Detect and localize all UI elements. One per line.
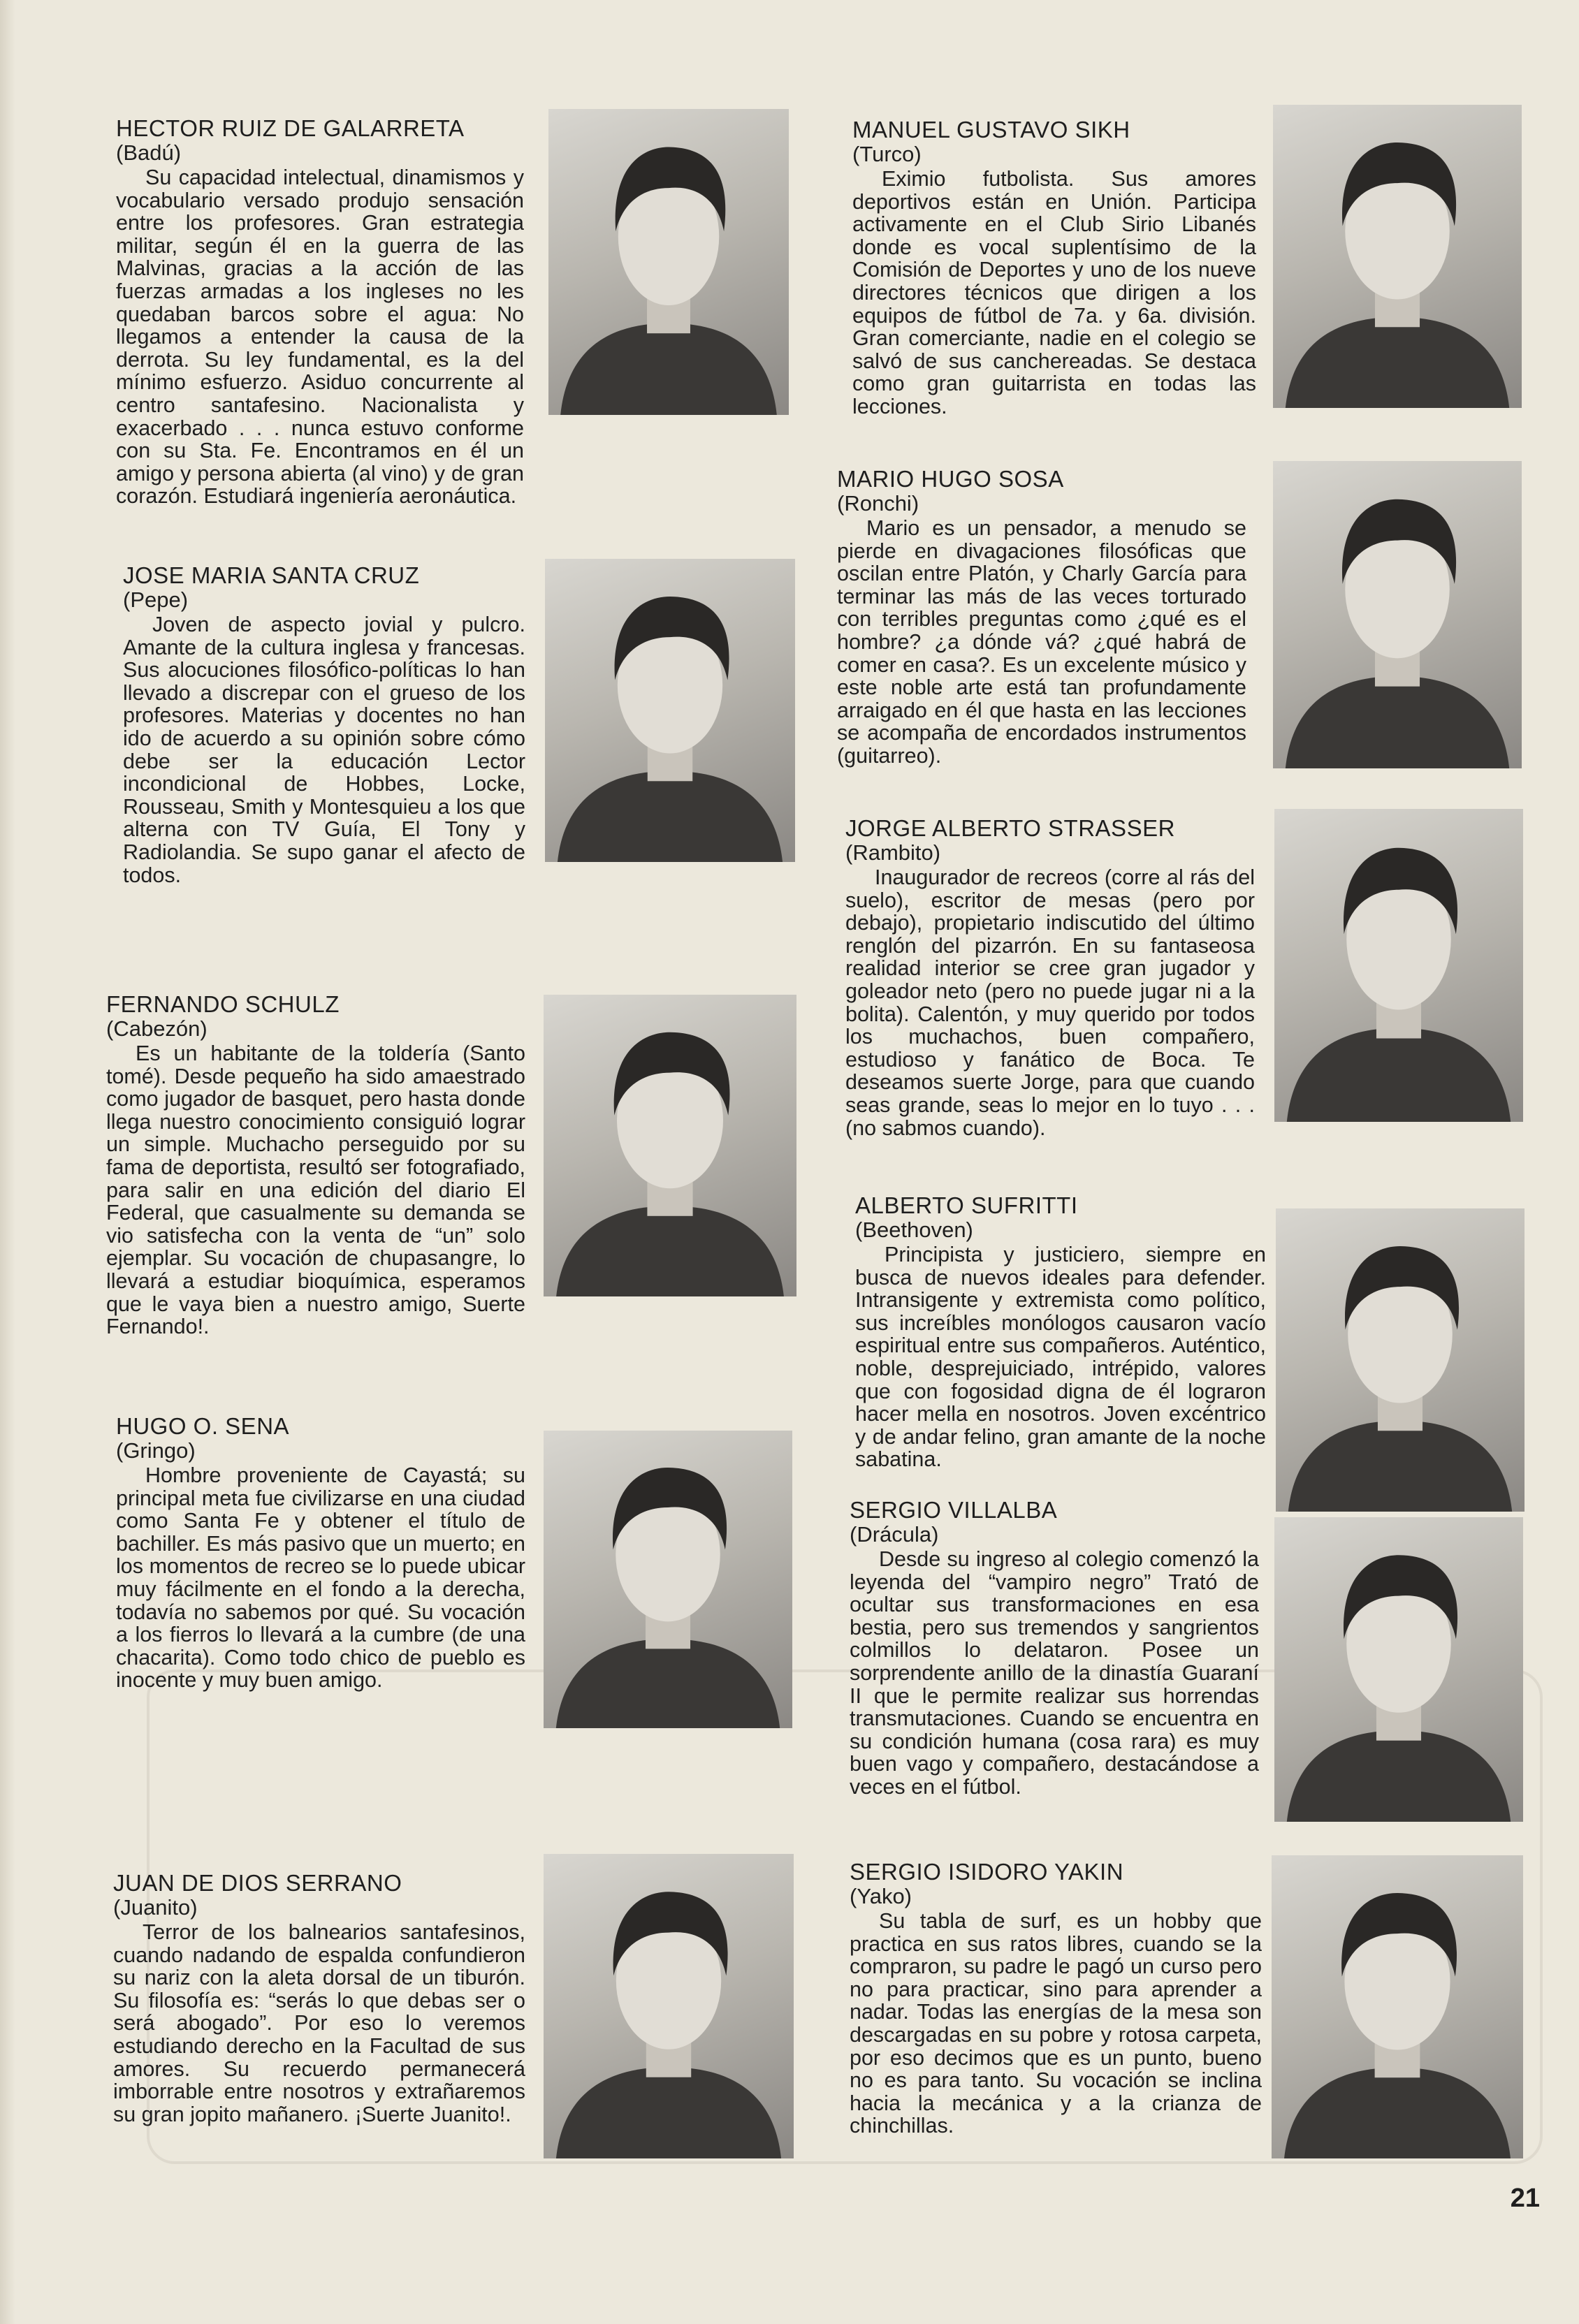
student-photo-santa-cruz [545,559,795,862]
student-bio: Terror de los balnearios santafesinos, cuando nadando de espalda confundieron su nariz con la aleta dorsal de un tiburón. Su filosofía es: “serás lo que debas ser o será abogado”. Por eso lo veremos estudiando derecho en la Facultad de sus amores. Su recuerdo permanecerá imborrable entre nosotros y extrañaremos su gran jopito mañanero. ¡Suerte Juanito!. [113,1920,525,2126]
student-photo-sufritti [1276,1208,1525,1512]
student-bio: Inaugurador de recreos (corre al rás del suelo), escritor de mesas (pero por debajo), propietario indiscutido del último renglón del pizarrón. En su fantaseosa realidad interior se cree gran jugador y goleador neto (pero no puede jugar ni a la bolita). Calentón, y muy querido por todos los muchachos, buen compañero, estudioso y fanático de Boca. Te deseamos suerte Jorge, para que cuando seas grande, seas lo mejor en lo tuyo . . . (no sabmos cuando). [845,865,1255,1140]
student-photo-galarreta [548,109,789,415]
student-name: MANUEL GUSTAVO SIKH [852,117,1130,142]
portrait-shoulders [1287,1028,1511,1122]
student-name: JORGE ALBERTO STRASSER [845,815,1175,841]
student-name: FERNANDO SCHULZ [106,991,340,1017]
student-name: MARIO HUGO SOSA [837,466,1064,492]
student-name: SERGIO VILLALBA [850,1497,1058,1523]
student-bio: Joven de aspecto jovial y pulcro. Amante de la cultura inglesa y francesas. Sus alocuciones filosófico-políticas lo han llevado a discrepar con el grueso de los profesores. Materias y docentes no han ido de acuerdo a su opinión sobre cómo debe ser la educación Lector incondicional de Hobbes, Locke, Rousseau, Smith y Montesquieu a los que alterna con TV Guía, El Tony y Radiolandia. Se supo ganar el afecto de todos. [123,613,525,887]
student-bio: Eximio futbolista. Sus amores deportivos están en Unión. Participa activamente en el Club Sirio Libanés donde es vocal suplentísimo de la Comisión de Deportes y uno de los nueve directores técnicos que dirigen a los equipos de fútbol de 7a. y 6a. división. Gran comerciante, nadie en el colegio se salvó de sus canchereadas. Se destaca como gran guitarrista en todas las lecciones. [852,167,1256,418]
page-number: 21 [1510,2184,1540,2213]
student-name: JUAN DE DIOS SERRANO [113,1870,402,1896]
student-entry-santa-cruz [123,563,525,886]
student-nickname: (Juanito) [113,1895,198,1920]
student-entry-sufritti [855,1193,1266,1471]
student-nickname: (Pepe) [123,587,189,612]
student-nickname: (Rambito) [845,840,941,865]
portrait-shoulders [556,1206,784,1296]
portrait-silhouette [1274,809,1523,1122]
student-entry-sikh [852,117,1256,418]
student-entry-sosa [837,467,1246,768]
student-nickname: (Turco) [852,142,922,166]
student-entry-villalba [850,1498,1259,1799]
student-nickname: (Cabezón) [106,1016,208,1041]
portrait-shoulders [1288,1421,1512,1512]
portrait-shoulders [556,1639,780,1728]
student-entry-serrano [113,1871,525,2126]
student-bio: Su capacidad intelectual, dinamismos y vocabulario versado produjo sensación entre los profesores. Gran estrategia militar, según él en la guerra de las Malvinas, gracias a la acción de las fuerzas armadas a los ingleses no les quedaban barcos sobre el agua: No llegamos a entender la causa de la derrota. Su ley fundamental, es la del mínimo esfuerzo. Asiduo concurrente al centro santafesino. Nacionalista y exacerbado . . . nunca estuvo conforme con su Sta. Fe. Encontramos en él un amigo y persona abierta (al vino) y de gran corazón. Estudiará ingeniería aeronáutica. [116,166,524,509]
student-entry-sena [116,1414,525,1692]
student-name: SERGIO ISIDORO YAKIN [850,1859,1124,1885]
student-bio: Hombre proveniente de Cayastá; su principal meta fue civilizarse en una ciudad como Santa Fe y obtener el título de bachiller. Es más pasivo que un muerto; en los momentos de recreo se lo puede ubicar muy fácilmente en el fondo a la derecha, todavía no sabemos por qué. Su vocación a los fierros lo llevará a la cumbre (de una chacarita). Como todo chico de pueblo es inocente y muy buen amigo. [116,1463,525,1693]
portrait-silhouette [548,109,789,415]
student-bio: Mario es un pensador, a menudo se pierde en divagaciones filosóficas que oscilan entre Platón, y Charly García para terminar las más de las veces torturado con terribles preguntas como ¿qué es el hombre? ¿a dónde vá? ¿qué habrá de comer en casa?. Es un excelente músico y este noble arte está tan profundamente arraigado en él que hasta en las lecciones se acompaña de encordados instrumentos (guitarreo). [837,516,1246,768]
student-photo-villalba [1274,1517,1523,1822]
student-nickname: (Drácula) [850,1522,939,1547]
portrait-shoulders [560,323,777,415]
portrait-silhouette [545,559,795,862]
student-bio: Es un habitante de la toldería (Santo tomé). Desde pequeño ha sido amaestrado como jugador de basquet, pero hasta donde llega nuestro conocimiento consiguió lograr un simple. Muchacho perseguido por su fama de deportista, resultó ser fotografiado, para salir en una edición del diario El Federal, que casualmente su demanda se vio satisfecha con la venta de “un” solo ejemplar. Su vocación de chupasangre, lo llevará a estudiar bioquímica, esperamos que le vaya bien a nuestro amigo, Suerte Fernando!. [106,1042,525,1339]
portrait-shoulders [558,771,783,862]
portrait-shoulders [556,2067,781,2158]
student-nickname: (Yako) [850,1884,912,1908]
student-photo-sikh [1273,105,1522,408]
portrait-shoulders [1286,676,1509,768]
student-nickname: (Beethoven) [855,1218,973,1242]
portrait-silhouette [544,1854,794,2158]
portrait-silhouette [1272,1855,1523,2158]
student-entry-strasser [845,816,1255,1139]
student-photo-schulz [544,995,796,1296]
portrait-silhouette [544,1431,792,1728]
portrait-shoulders [1286,317,1509,408]
student-entry-yakin [850,1859,1262,2137]
portrait-silhouette [544,995,796,1296]
student-entry-schulz [106,992,525,1338]
portrait-silhouette [1276,1208,1525,1512]
student-bio: Desde su ingreso al colegio comenzó la leyenda del “vampiro negro” Trató de ocultar sus transformaciones en esa bestia, pero sus tremendos y sangrientos colmillos lo delataron. Posee un sorprendente anillo de la dinastía Guaraní II que le permite realizar sus horrendas transmutaciones. Cuando se encuentra en su condición humana (cosa rara) es muy buen vago y compañero, destacándose a veces en el fútbol. [850,1547,1259,1799]
portrait-silhouette [1273,461,1522,768]
student-name: ALBERTO SUFRITTI [855,1192,1078,1218]
portrait-shoulders [1284,2068,1511,2158]
student-bio: Su tabla de surf, es un hobby que practica en sus ratos libres, cuando se la compraron, su padre le pagó un curso pero no para practicar, sino para aprender a nadar. Todas las energías de la mesa son descargadas en su pobre y rotosa carpeta, por eso decimos que es un punto, bueno no es para tanto. Su vocación se inclina hacia la mecánica y a la crianza de chinchillas. [850,1909,1262,2138]
student-name: HECTOR RUIZ DE GALARRETA [116,115,465,141]
student-name: JOSE MARIA SANTA CRUZ [123,562,420,588]
student-photo-sena [544,1431,792,1728]
student-photo-yakin [1272,1855,1523,2158]
student-entry-galarreta [116,116,524,508]
student-name: HUGO O. SENA [116,1413,290,1439]
student-photo-strasser [1274,809,1523,1122]
student-nickname: (Badú) [116,140,182,165]
page-fold-shadow [0,0,15,2324]
portrait-shoulders [1287,1730,1511,1822]
student-nickname: (Gringo) [116,1438,196,1463]
student-bio: Principista y justiciero, siempre en busca de nuevos ideales para defender. Intransigente y extremista como político, sus increíbles monólogos causaron vacío espiritual entre sus compañeros. Auténtico, noble, desprejuiciado, intrépido, valores que con fogosidad digna de él lograron hacer mella en nosotros. Joven excéntrico y de andar felino, gran amante de la noche sabatina. [855,1243,1266,1472]
student-nickname: (Ronchi) [837,491,919,516]
student-photo-sosa [1273,461,1522,768]
student-photo-serrano [544,1854,794,2158]
portrait-silhouette [1274,1517,1523,1822]
portrait-silhouette [1273,105,1522,408]
